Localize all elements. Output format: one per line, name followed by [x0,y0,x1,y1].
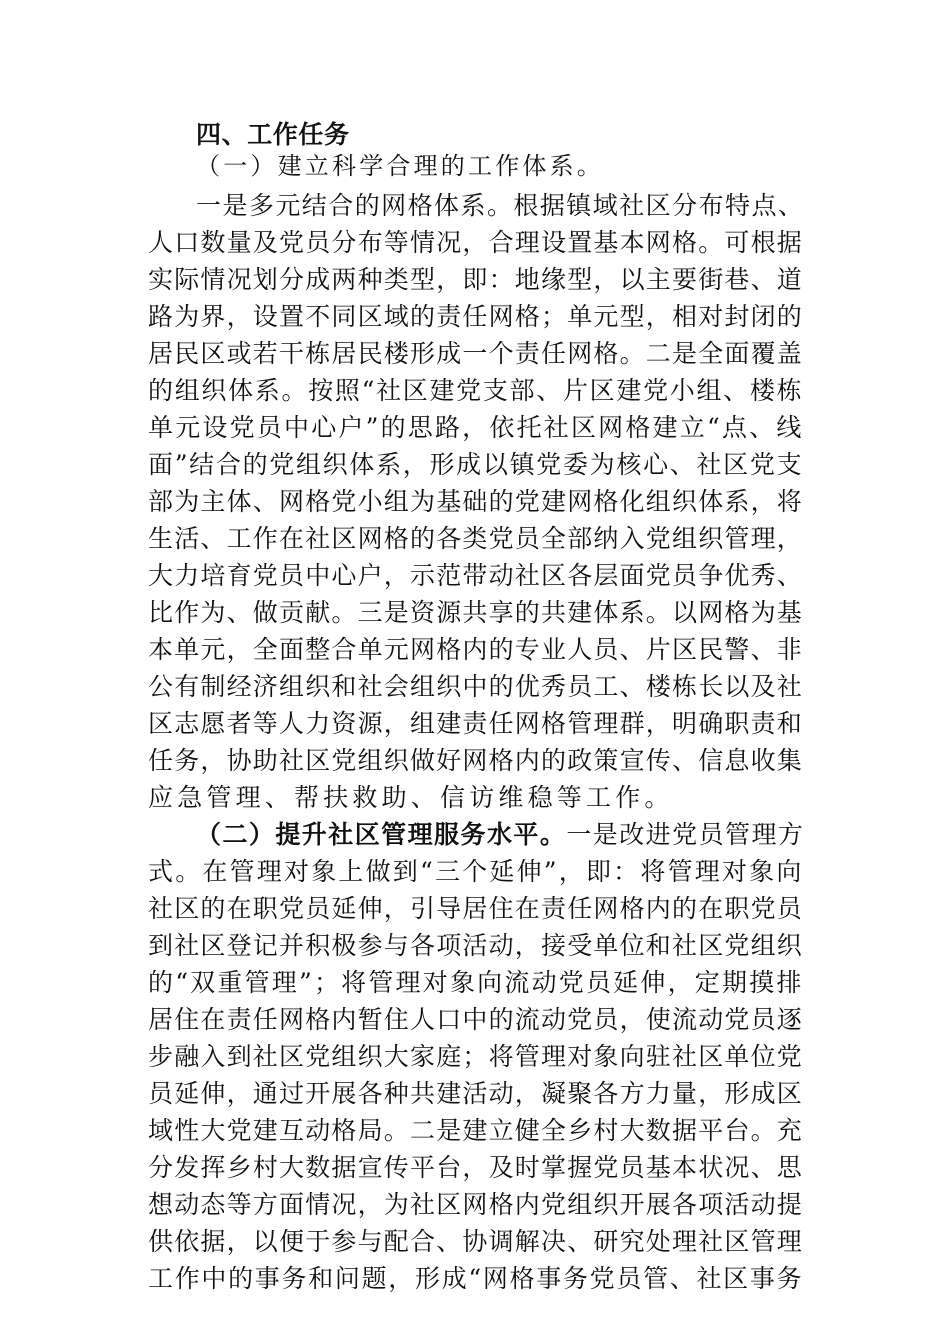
paragraph-line: 步融入到社区党组织大家庭；将管理对象向驻社区单位党 [148,1042,804,1071]
section-heading: 四、工作任务 [196,120,350,149]
paragraph-line: 区志愿者等人力资源，组建责任网格管理群，明确职责和 [148,709,804,738]
paragraph-line: 居住在责任网格内暂住人口中的流动党员，使流动党员逐 [148,1005,804,1034]
paragraph-line: 应急管理、帮扶救助、信访维稳等工作。 [148,783,674,812]
paragraph-line: 部为主体、网格党小组为基础的党建网格化组织体系，将 [148,487,804,516]
paragraph-line: 一是多元结合的网格体系。根据镇域社区分布特点、 [196,191,805,220]
paragraph-line: 居民区或若干栋居民楼形成一个责任网格。二是全面覆盖 [148,339,804,368]
paragraph-line: 公有制经济组织和社会组织中的优秀员工、楼栋长以及社 [148,672,804,701]
paragraph-line: 面”结合的党组织体系，形成以镇党委为核心、社区党支 [148,450,804,479]
paragraph-line: 员延伸，通过开展各种共建活动，凝聚各方力量，形成区 [148,1079,804,1108]
paragraph-2-first-text: 一是改进党员管理方 [566,820,805,849]
subsection-2-heading: （二）提升社区管理服务水平。 [196,820,567,849]
paragraph-line: 人口数量及党员分布等情况，合理设置基本网格。可根据 [148,228,804,257]
paragraph-line: 本单元，全面整合单元网格内的专业人员、片区民警、非 [148,635,804,664]
paragraph-line: 比作为、做贡献。三是资源共享的共建体系。以网格为基 [148,598,804,627]
paragraph-line: 分发挥乡村大数据宣传平台，及时掌握党员基本状况、思 [148,1153,804,1182]
paragraph-line: 路为界，设置不同区域的责任网格；单元型，相对封闭的 [148,302,804,331]
paragraph-line: 到社区登记并积极参与各项活动，接受单位和社区党组织 [148,931,804,960]
paragraph-line: 式。在管理对象上做到“三个延伸”，即：将管理对象向 [148,857,804,886]
paragraph-line: 想动态等方面情况，为社区网格内党组织开展各项活动提 [148,1190,804,1219]
paragraph-line: 生活、工作在社区网格的各类党员全部纳入党组织管理， [148,524,804,553]
paragraph-line: 的“双重管理”；将管理对象向流动党员延伸，定期摸排 [148,968,804,997]
paragraph-line: 工作中的事务和问题，形成“网格事务党员管、社区事务 [148,1264,804,1293]
subsection-1-heading: （一）建立科学合理的工作体系。 [196,152,604,180]
paragraph-line: 的组织体系。按照“社区建党支部、片区建党小组、楼栋 [148,376,804,405]
paragraph-line: 大力培育党员中心户，示范带动社区各层面党员争优秀、 [148,561,804,590]
paragraph-line: 单元设党员中心户”的思路，依托社区网格建立“点、线 [148,413,804,442]
paragraph-line: 实际情况划分成两种类型，即：地缘型，以主要街巷、道 [148,265,804,294]
paragraph-line: 域性大党建互动格局。二是建立健全乡村大数据平台。充 [148,1116,804,1145]
paragraph-line: 社区的在职党员延伸，引导居住在责任网格内的在职党员 [148,894,804,923]
paragraph-line: 任务，协助社区党组织做好网格内的政策宣传、信息收集 [148,746,804,775]
paragraph-line [196,818,804,851]
paragraph-line: 供依据，以便于参与配合、协调解决、研究处理社区管理 [148,1227,804,1256]
